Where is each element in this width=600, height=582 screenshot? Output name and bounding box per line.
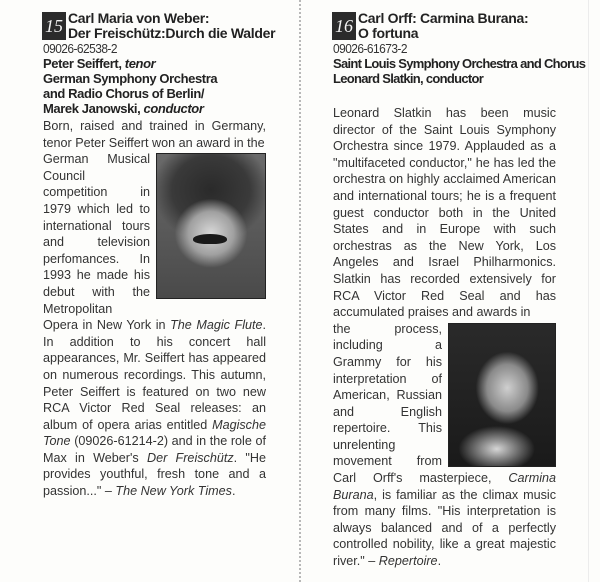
opera-title: The Magic Flute <box>170 318 263 333</box>
credits <box>333 56 586 86</box>
bio-text: . <box>437 554 442 569</box>
catalog-number: 09026-62538-2 <box>43 41 117 56</box>
track-header <box>40 10 276 41</box>
credit-line: German Symphony Orchestra <box>43 71 218 86</box>
page-edge <box>588 0 589 582</box>
track-title-line-2: O fortuna <box>358 25 419 41</box>
work-title: Carmina Burana <box>333 471 556 502</box>
credit-line: Peter Seiffert, tenor <box>43 56 156 71</box>
credit-line: Marek Janowski, conductor <box>43 101 204 116</box>
bio-text: . In addition to his concert hall appearances, Mr. Seiffert has appeared on numerous recordings. This autumn, Peter Seiffert is featured on two new RCA Victor Red Seal releases: an album of opera arias entitled <box>43 318 266 432</box>
bio-text: Opera in New York in <box>43 318 171 333</box>
bio-text: (09026-61214-2) and in the role of Max in Weber's <box>43 434 266 465</box>
portrait-photo-peter-seiffert <box>156 153 266 299</box>
track-16-section <box>330 0 586 570</box>
credit-line: Leonard Slatkin, conductor <box>333 71 484 86</box>
bio-text: . "He provides youthful, fresh tone and a passion..." – <box>43 450 266 499</box>
column-divider <box>299 0 301 582</box>
bio-intro: Born, raised and trained in Germany, tenor Peter Seiffert won an award in the <box>43 119 266 150</box>
track-title-line-2: Der Freischütz:Durch die Walder <box>68 25 276 41</box>
biography <box>43 118 266 500</box>
biography <box>333 105 556 570</box>
track-title-line-1: Carl Maria von Weber: <box>68 10 210 26</box>
bio-wrap-text: the process, including a Grammy for his interpretation of American, Russian and English repertoire. This unrelenting movement from Carl Orff's masterpiece, <box>333 321 492 486</box>
credit-line: Saint Louis Symphony Orchestra and Chorus <box>333 56 586 71</box>
quote-source: The New York Times <box>115 484 232 499</box>
spacer <box>330 86 556 105</box>
album-title: Magische Tone <box>43 417 266 449</box>
track-15-section <box>40 0 276 500</box>
bio-text: , is <box>373 487 392 502</box>
track-header <box>330 11 556 41</box>
track-number-badge: 15 <box>42 12 66 40</box>
bio-intro: Leonard Slatkin has been music director of the Saint Louis Symphony Orchestra since 1979. Applauded as a "multifaceted conductor," he has led the orchestra on highly acclaimed American and international tours; he is a frequent guest conductor both in the United States and in Europe with such orchestras as the New York, Los Angeles and Israel Philharmonics. Slatkin has recorded extensively for RCA Victor Red Seal and has accumulated praises and awards in <box>333 106 556 320</box>
opera-title: Der Freischütz <box>146 450 234 465</box>
bio-text: familiar as the climax music from many films. "His interpretation is always balanced and of a perfectly controlled nobility, like a great majestic river." – <box>333 487 556 569</box>
track-number-badge: 16 <box>332 12 356 40</box>
credits <box>43 56 266 116</box>
bio-text: . <box>231 484 236 499</box>
portrait-photo-leonard-slatkin <box>448 323 556 467</box>
credit-line: and Radio Chorus of Berlin/ <box>43 86 205 101</box>
bio-wrap-text: German Musical Council competition in 1979 which led to international tours and television perfomances. In 1993 he made his debut with the Metropolitan <box>43 152 150 316</box>
catalog-number: 09026-61673-2 <box>333 41 407 56</box>
track-title-line-1: Carl Orff: Carmina Burana: <box>358 10 529 26</box>
quote-source: Repertoire <box>378 554 438 569</box>
